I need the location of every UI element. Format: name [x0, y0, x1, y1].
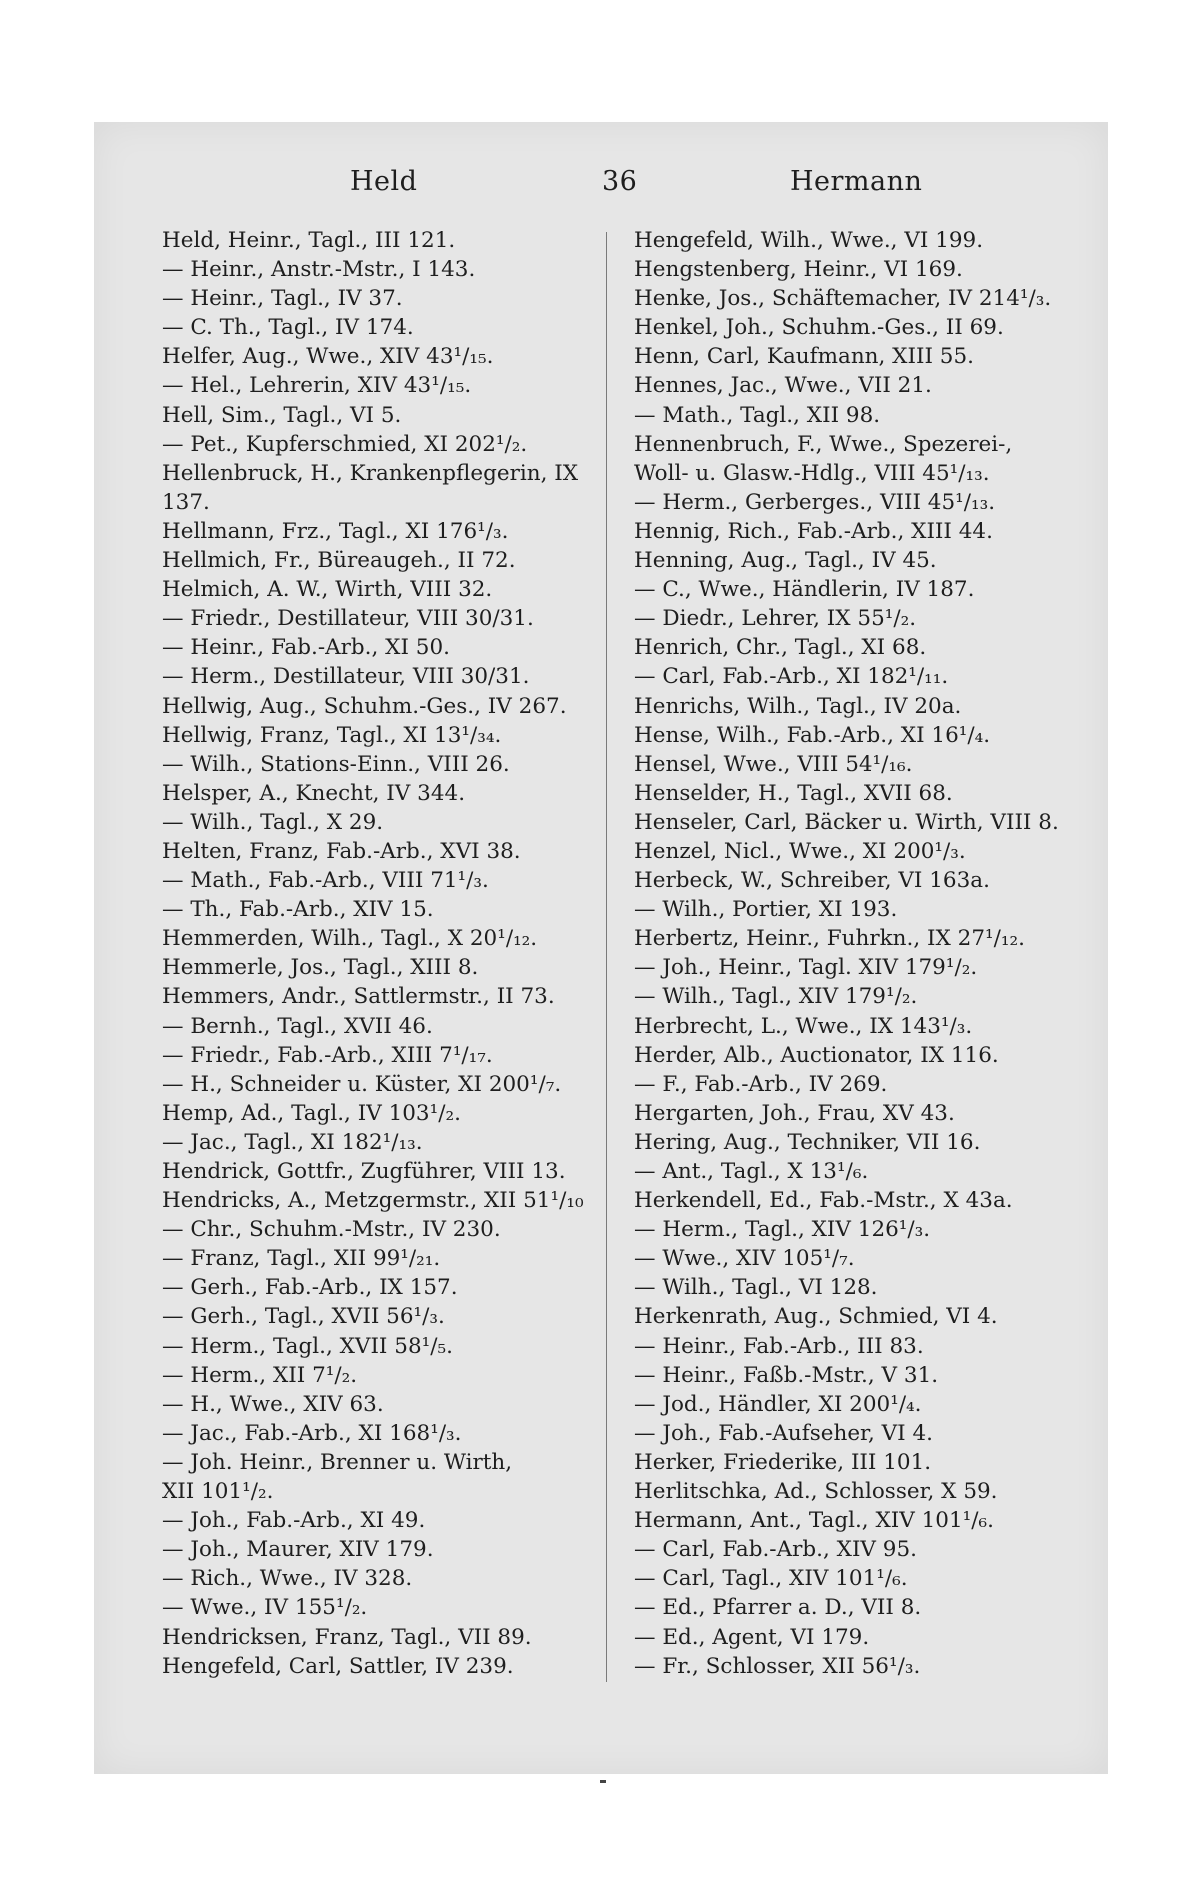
directory-entry: Herker, Friederike, III 101. — [634, 1449, 932, 1475]
directory-entry: Helsper, A., Knecht, IV 344. — [162, 780, 466, 806]
directory-entry: — Herm., Tagl., XVII 58¹/₅. — [162, 1333, 453, 1359]
header-right-keyword: Hermann — [790, 166, 923, 197]
directory-entry: — Carl, Fab.-Arb., XIV 95. — [634, 1537, 917, 1563]
directory-entry: XII 101¹/₂. — [162, 1479, 274, 1505]
directory-entry: — Diedr., Lehrer, IX 55¹/₂. — [634, 606, 917, 632]
directory-entry: — Gerh., Tagl., XVII 56¹/₃. — [162, 1304, 445, 1330]
directory-entry: Herlitschka, Ad., Schlosser, X 59. — [634, 1479, 998, 1505]
page-mark — [600, 1780, 606, 1783]
directory-entry: Herkendell, Ed., Fab.-Mstr., X 43a. — [634, 1188, 1013, 1214]
directory-entry: — Pet., Kupferschmied, XI 202¹/₂. — [162, 431, 528, 457]
directory-entry: — Hel., Lehrerin, XIV 43¹/₁₅. — [162, 373, 472, 399]
directory-entry: Hendricks, A., Metzgermstr., XII 51¹/₁₀ — [162, 1188, 584, 1214]
directory-entry: Hensel, Wwe., VIII 54¹/₁₆. — [634, 751, 913, 777]
directory-entry: — Jac., Tagl., XI 182¹/₁₃. — [162, 1129, 423, 1155]
directory-entry: — Joh., Fab.-Arb., XI 49. — [162, 1508, 426, 1534]
directory-entry: Helfer, Aug., Wwe., XIV 43¹/₁₅. — [162, 344, 494, 370]
directory-entry: Henselder, H., Tagl., XVII 68. — [634, 780, 953, 806]
directory-entry: Hemmerden, Wilh., Tagl., X 20¹/₁₂. — [162, 926, 538, 952]
directory-entry: — Franz, Tagl., XII 99¹/₂₁. — [162, 1246, 441, 1272]
directory-entry: Hengefeld, Wilh., Wwe., VI 199. — [634, 228, 984, 253]
directory-entry: — Th., Fab.-Arb., XIV 15. — [162, 897, 434, 923]
directory-entry: — Wwe., IV 155¹/₂. — [162, 1595, 368, 1621]
directory-entry: — Wilh., Tagl., XIV 179¹/₂. — [634, 984, 918, 1010]
directory-entry: — Jac., Fab.-Arb., XI 168¹/₃. — [162, 1420, 462, 1446]
directory-entry: Held, Heinr., Tagl., III 121. — [162, 228, 456, 253]
directory-entry: — Herm., Gerberges., VIII 45¹/₁₃. — [634, 489, 996, 515]
directory-entry: Hellenbruck, H., Krankenpflegerin, IX — [162, 460, 579, 486]
directory-entry: Hellwig, Aug., Schuhm.-Ges., IV 267. — [162, 693, 567, 719]
directory-entry: Henzel, Nicl., Wwe., XI 200¹/₃. — [634, 838, 966, 864]
directory-entry: Hengefeld, Carl, Sattler, IV 239. — [162, 1653, 514, 1679]
directory-entry: — Joh., Heinr., Tagl. XIV 179¹/₂. — [634, 955, 978, 981]
directory-entry: — Heinr., Tagl., IV 37. — [162, 286, 403, 312]
directory-entry: Hell, Sim., Tagl., VI 5. — [162, 402, 402, 428]
directory-entry: Hendrick, Gottfr., Zugführer, VIII 13. — [162, 1159, 566, 1184]
directory-entry: Herbeck, W., Schreiber, VI 163a. — [634, 868, 990, 894]
directory-entry: — Heinr., Faßb.-Mstr., V 31. — [634, 1362, 939, 1388]
directory-entry: — Heinr., Fab.-Arb., III 83. — [634, 1333, 924, 1359]
directory-entry: Hermann, Ant., Tagl., XIV 101¹/₆. — [634, 1508, 994, 1534]
directory-entry: — Jod., Händler, XI 200¹/₄. — [634, 1391, 922, 1417]
directory-entry: Henseler, Carl, Bäcker u. Wirth, VIII 8. — [634, 809, 1059, 835]
directory-entry: — Gerh., Fab.-Arb., IX 157. — [162, 1275, 458, 1301]
directory-entry: Hellmann, Frz., Tagl., XI 176¹/₃. — [162, 518, 509, 544]
left-column — [162, 226, 612, 1726]
header-left-keyword: Held — [350, 166, 418, 197]
directory-entry: — Friedr., Fab.-Arb., XIII 7¹/₁₇. — [162, 1042, 493, 1068]
directory-entry: — Math., Tagl., XII 98. — [634, 402, 881, 428]
directory-entry: Herbrecht, L., Wwe., IX 143¹/₃. — [634, 1013, 973, 1039]
directory-entry: — Ed., Pfarrer a. D., VII 8. — [634, 1595, 922, 1621]
directory-entry: Hemmerle, Jos., Tagl., XIII 8. — [162, 955, 479, 981]
directory-entry: — Rich., Wwe., IV 328. — [162, 1566, 413, 1592]
directory-entry: Herder, Alb., Auctionator, IX 116. — [634, 1042, 999, 1068]
directory-entry: Hellmich, Fr., Büreaugeh., II 72. — [162, 548, 516, 574]
directory-entry: Henrichs, Wilh., Tagl., IV 20a. — [634, 693, 962, 719]
directory-entry: — Wilh., Tagl., VI 128. — [634, 1275, 878, 1301]
directory-entry: — Fr., Schlosser, XII 56¹/₃. — [634, 1653, 921, 1679]
directory-entry: Henn, Carl, Kaufmann, XIII 55. — [634, 344, 974, 370]
directory-entry: — Heinr., Fab.-Arb., XI 50. — [162, 635, 450, 661]
directory-entry: — Joh., Maurer, XIV 179. — [162, 1537, 434, 1563]
directory-entry: Helten, Franz, Fab.-Arb., XVI 38. — [162, 838, 521, 864]
directory-entry: — Wilh., Stations-Einn., VIII 26. — [162, 751, 510, 777]
directory-entry: Herkenrath, Aug., Schmied, VI 4. — [634, 1304, 998, 1330]
directory-entry: Hennenbruch, F., Wwe., Spezerei-, — [634, 431, 1013, 457]
directory-entry: — Herm., XII 7¹/₂. — [162, 1362, 358, 1388]
directory-entry: — Ed., Agent, VI 179. — [634, 1624, 870, 1650]
directory-entry: Hennig, Rich., Fab.-Arb., XIII 44. — [634, 518, 993, 544]
directory-entry: Herbertz, Heinr., Fuhrkn., IX 27¹/₁₂. — [634, 926, 1025, 952]
directory-entry: — F., Fab.-Arb., IV 269. — [634, 1071, 888, 1097]
directory-entry: Hering, Aug., Techniker, VII 16. — [634, 1129, 981, 1155]
page-number: 36 — [602, 166, 638, 197]
directory-entry: — Carl, Tagl., XIV 101¹/₆. — [634, 1566, 908, 1592]
directory-entry: — Bernh., Tagl., XVII 46. — [162, 1013, 433, 1039]
directory-entry: — Friedr., Destillateur, VIII 30/31. — [162, 606, 534, 632]
directory-entry: Woll- u. Glasw.-Hdlg., VIII 45¹/₁₃. — [634, 460, 990, 486]
directory-entry: Hellwig, Franz, Tagl., XI 13¹/₃₄. — [162, 722, 502, 748]
directory-entry: — Carl, Fab.-Arb., XI 182¹/₁₁. — [634, 664, 949, 690]
directory-entry: Helmich, A. W., Wirth, VIII 32. — [162, 577, 493, 603]
directory-entry: — H., Schneider u. Küster, XI 200¹/₇. — [162, 1071, 562, 1097]
directory-entry: — Herm., Tagl., XIV 126¹/₃. — [634, 1217, 931, 1243]
directory-entry: Henkel, Joh., Schuhm.-Ges., II 69. — [634, 315, 1004, 341]
directory-entry: — Joh. Heinr., Brenner u. Wirth, — [162, 1449, 513, 1475]
directory-entry: Hengstenberg, Heinr., VI 169. — [634, 257, 963, 283]
directory-entry: — Herm., Destillateur, VIII 30/31. — [162, 664, 530, 690]
directory-entry: — Chr., Schuhm.-Mstr., IV 230. — [162, 1217, 501, 1243]
directory-entry: — Wwe., XIV 105¹/₇. — [634, 1246, 855, 1272]
directory-entry: 137. — [162, 489, 210, 515]
directory-entry: — C. Th., Tagl., IV 174. — [162, 315, 414, 341]
directory-entry: — C., Wwe., Händlerin, IV 187. — [634, 577, 975, 603]
column-divider — [606, 232, 607, 1682]
directory-entry: Hense, Wilh., Fab.-Arb., XI 16¹/₄. — [634, 722, 991, 748]
directory-entry: Hendricksen, Franz, Tagl., VII 89. — [162, 1624, 532, 1650]
directory-entry: Hemmers, Andr., Sattlermstr., II 73. — [162, 984, 555, 1010]
directory-entry: — Wilh., Portier, XI 193. — [634, 897, 898, 923]
directory-entry: Henke, Jos., Schäftemacher, IV 214¹/₃. — [634, 286, 1052, 312]
directory-entry: — Heinr., Anstr.-Mstr., I 143. — [162, 257, 476, 283]
directory-entry: — Math., Fab.-Arb., VIII 71¹/₃. — [162, 868, 489, 894]
right-column — [634, 226, 1084, 1726]
directory-entry: — Ant., Tagl., X 13¹/₆. — [634, 1159, 869, 1184]
directory-entry: Hennes, Jac., Wwe., VII 21. — [634, 373, 932, 399]
directory-entry: Hemp, Ad., Tagl., IV 103¹/₂. — [162, 1100, 461, 1126]
directory-entry: Hergarten, Joh., Frau, XV 43. — [634, 1100, 955, 1126]
page-header — [150, 166, 1060, 206]
directory-entry: — H., Wwe., XIV 63. — [162, 1391, 384, 1417]
directory-entry: Henning, Aug., Tagl., IV 45. — [634, 548, 937, 574]
directory-entry: Henrich, Chr., Tagl., XI 68. — [634, 635, 927, 661]
directory-entry: — Joh., Fab.-Aufseher, VI 4. — [634, 1420, 933, 1446]
directory-entry: — Wilh., Tagl., X 29. — [162, 809, 384, 835]
